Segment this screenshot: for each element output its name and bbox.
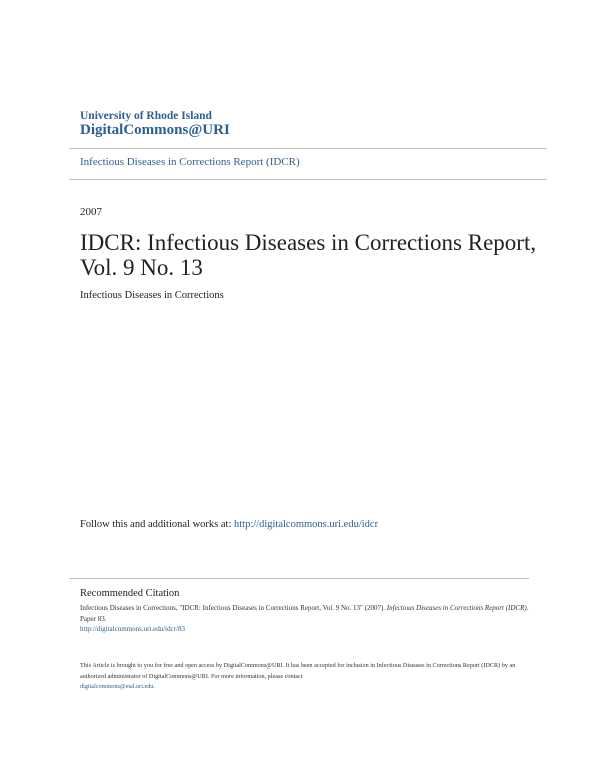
citation-divider bbox=[69, 578, 529, 579]
repository-logo[interactable]: DigitalCommons@URI bbox=[80, 122, 230, 138]
series-divider bbox=[69, 179, 547, 180]
top-divider bbox=[69, 148, 547, 149]
citation-series: Infectious Diseases in Corrections Report (IDCR) bbox=[386, 604, 527, 612]
series-link[interactable]: Infectious Diseases in Corrections Report (IDCR) bbox=[80, 156, 300, 168]
follow-line bbox=[80, 519, 378, 530]
citation-heading: Recommended Citation bbox=[80, 588, 180, 599]
author-name: Infectious Diseases in Corrections bbox=[80, 290, 224, 301]
follow-link[interactable]: http://digitalcommons.uri.edu/idcr bbox=[234, 519, 379, 530]
document-title: IDCR: Infectious Diseases in Corrections Report, Vol. 9 No. 13 bbox=[80, 230, 537, 280]
access-note bbox=[80, 661, 530, 693]
citation-paper: . Paper 83. bbox=[80, 604, 529, 623]
publication-year: 2007 bbox=[80, 206, 102, 218]
citation-text: Infectious Diseases in Corrections, "IDCR: Infectious Diseases in Corrections Report, Vol. 9 No. 13" (2007). bbox=[80, 604, 387, 612]
follow-label: Follow this and additional works at: bbox=[80, 519, 234, 530]
citation-link[interactable]: http://digitalcommons.uri.edu/idcr/83 bbox=[80, 625, 185, 633]
access-note-text: This Article is brought to you for free and open access by DigitalCommons@URI. It has been accepted for inclusion in Infectious Diseases in Corrections Report (IDCR) by an authorized administrator of DigitalCommons@URI. For more information, please contact bbox=[80, 662, 516, 680]
citation-body bbox=[80, 603, 530, 635]
contact-email-link[interactable]: digitalcommons@etal.uri.edu bbox=[80, 683, 154, 690]
university-name: University of Rhode Island bbox=[80, 110, 212, 122]
access-note-end: . bbox=[153, 683, 155, 690]
